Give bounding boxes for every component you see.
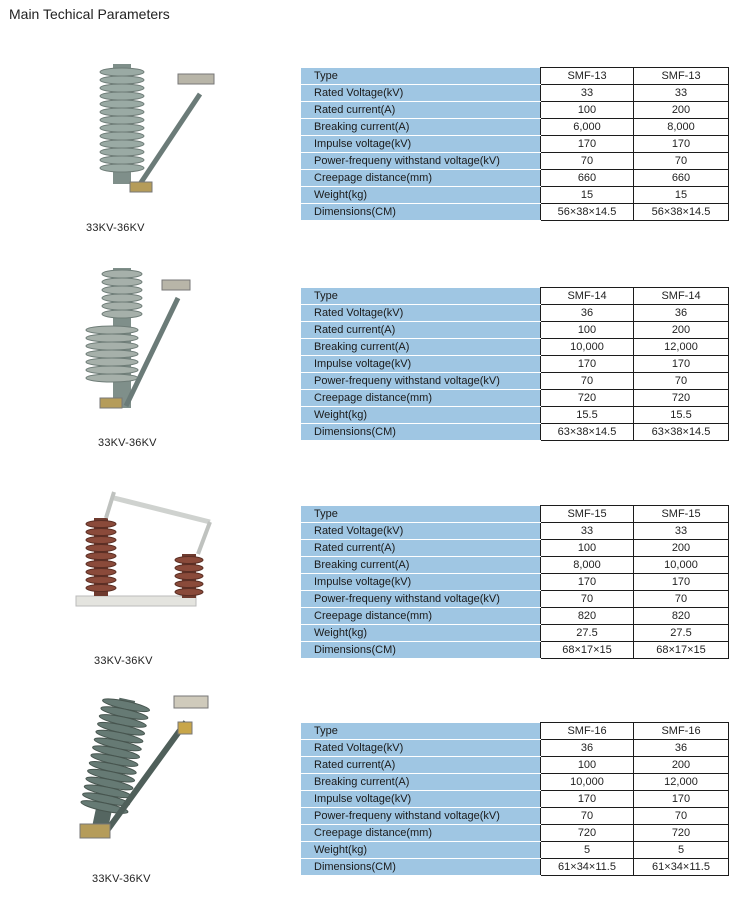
table-row — [301, 119, 729, 136]
table-cell: 70 — [634, 808, 729, 825]
table-cell: 36 — [634, 305, 729, 322]
mounting-base — [76, 596, 196, 606]
row-label-weight: Weight(kg) — [301, 842, 541, 859]
table-row — [301, 390, 729, 407]
table-cell: 6,000 — [541, 119, 634, 136]
spec-table-3 — [301, 505, 729, 659]
row-label-rated-voltage: Rated Voltage(kV) — [301, 740, 541, 757]
fuse-tube — [140, 94, 200, 184]
row-label-rated-current: Rated current(A) — [301, 102, 541, 119]
row-label-type: Type — [301, 288, 541, 305]
top-contact — [178, 74, 214, 84]
table-cell: 33 — [541, 523, 634, 540]
product-caption-4: 33KV-36KV — [92, 873, 151, 885]
table-row — [301, 574, 729, 591]
row-label-dimensions: Dimensions(CM) — [301, 642, 541, 659]
bottom-contact — [130, 182, 152, 192]
product-caption-1: 33KV-36KV — [86, 222, 145, 234]
table-cell: 820 — [541, 608, 634, 625]
table-cell: 15 — [541, 187, 634, 204]
row-label-rated-current: Rated current(A) — [301, 540, 541, 557]
table-cell: 27.5 — [634, 625, 729, 642]
table-row — [301, 642, 729, 659]
row-label-creepage: Creepage distance(mm) — [301, 608, 541, 625]
table-row — [301, 373, 729, 390]
table-row — [301, 723, 729, 740]
row-label-power-frequency: Power-frequeny withstand voltage(kV) — [301, 591, 541, 608]
table-row — [301, 322, 729, 339]
row-label-power-frequency: Power-frequeny withstand voltage(kV) — [301, 153, 541, 170]
table-cell: 200 — [634, 540, 729, 557]
row-label-creepage: Creepage distance(mm) — [301, 825, 541, 842]
table-row — [301, 102, 729, 119]
product-caption-2: 33KV-36KV — [98, 437, 157, 449]
top-contact — [162, 280, 190, 290]
product-caption-3: 33KV-36KV — [94, 655, 153, 667]
table-cell: 200 — [634, 322, 729, 339]
row-label-type: Type — [301, 68, 541, 85]
fuse-cutout-photo-1 — [70, 44, 240, 214]
table-cell: 70 — [634, 373, 729, 390]
brown-insulator-right — [175, 554, 203, 598]
table-cell: 56×38×14.5 — [634, 204, 729, 221]
table-row — [301, 842, 729, 859]
row-label-creepage: Creepage distance(mm) — [301, 170, 541, 187]
spec-table-2 — [301, 287, 729, 441]
table-cell: 5 — [634, 842, 729, 859]
table-cell: 720 — [634, 390, 729, 407]
table-cell: 10,000 — [541, 339, 634, 356]
table-cell: 70 — [541, 373, 634, 390]
table-cell: 200 — [634, 757, 729, 774]
table-cell: SMF-13 — [634, 68, 729, 85]
table-cell: 10,000 — [541, 774, 634, 791]
table-row — [301, 356, 729, 373]
table-cell: 200 — [634, 102, 729, 119]
table-cell: 70 — [634, 591, 729, 608]
bottom-contact — [100, 398, 122, 408]
page-title: Main Techical Parameters — [9, 6, 170, 22]
table-cell: 170 — [634, 356, 729, 373]
table-cell: SMF-15 — [634, 506, 729, 523]
table-row — [301, 506, 729, 523]
table-cell: 100 — [541, 322, 634, 339]
table-cell: 70 — [541, 808, 634, 825]
table-cell: 36 — [634, 740, 729, 757]
table-cell: 10,000 — [634, 557, 729, 574]
table-cell: 61×34×11.5 — [541, 859, 634, 876]
table-cell: SMF-16 — [634, 723, 729, 740]
table-cell: 33 — [634, 85, 729, 102]
table-cell: 720 — [634, 825, 729, 842]
row-label-impulse-voltage: Impulse voltage(kV) — [301, 791, 541, 808]
table-row — [301, 625, 729, 642]
table-row — [301, 407, 729, 424]
table-row — [301, 740, 729, 757]
table-cell: SMF-14 — [541, 288, 634, 305]
fuse-cutout-photo-3 — [70, 478, 240, 648]
table-cell: 68×17×15 — [541, 642, 634, 659]
table-row — [301, 339, 729, 356]
table-cell: 33 — [541, 85, 634, 102]
table-cell: 170 — [541, 791, 634, 808]
row-label-impulse-voltage: Impulse voltage(kV) — [301, 136, 541, 153]
table-cell: 170 — [541, 136, 634, 153]
row-label-weight: Weight(kg) — [301, 187, 541, 204]
row-label-impulse-voltage: Impulse voltage(kV) — [301, 574, 541, 591]
table-cell: 12,000 — [634, 774, 729, 791]
table-cell: SMF-16 — [541, 723, 634, 740]
contact-arm — [106, 492, 114, 518]
row-label-breaking-current: Breaking current(A) — [301, 774, 541, 791]
table-cell: 8,000 — [541, 557, 634, 574]
table-cell: SMF-13 — [541, 68, 634, 85]
spec-table-1 — [301, 67, 729, 221]
contact-arm — [198, 522, 210, 554]
table-cell: 12,000 — [634, 339, 729, 356]
table-cell: 15.5 — [541, 407, 634, 424]
table-row — [301, 305, 729, 322]
fuse-link-bar — [114, 498, 210, 522]
table-cell: 36 — [541, 305, 634, 322]
table-cell: 820 — [634, 608, 729, 625]
table-cell: 720 — [541, 390, 634, 407]
table-row — [301, 757, 729, 774]
table-row — [301, 608, 729, 625]
table-cell: 100 — [541, 540, 634, 557]
table-row — [301, 424, 729, 441]
table-cell: 170 — [634, 574, 729, 591]
table-cell: 170 — [634, 136, 729, 153]
row-label-weight: Weight(kg) — [301, 625, 541, 642]
table-cell: 15 — [634, 187, 729, 204]
table-cell: 63×38×14.5 — [541, 424, 634, 441]
row-label-type: Type — [301, 723, 541, 740]
row-label-breaking-current: Breaking current(A) — [301, 119, 541, 136]
table-cell: 68×17×15 — [634, 642, 729, 659]
row-label-rated-voltage: Rated Voltage(kV) — [301, 85, 541, 102]
table-cell: SMF-14 — [634, 288, 729, 305]
table-cell: 63×38×14.5 — [634, 424, 729, 441]
grey-insulator-stack — [100, 64, 144, 184]
table-row — [301, 808, 729, 825]
table-cell: 720 — [541, 825, 634, 842]
table-row — [301, 85, 729, 102]
table-cell: 5 — [541, 842, 634, 859]
grey-insulator-stack — [80, 696, 150, 828]
table-row — [301, 136, 729, 153]
table-cell: 70 — [541, 153, 634, 170]
row-label-rated-current: Rated current(A) — [301, 322, 541, 339]
table-row — [301, 170, 729, 187]
table-cell: 70 — [634, 153, 729, 170]
row-label-dimensions: Dimensions(CM) — [301, 859, 541, 876]
row-label-dimensions: Dimensions(CM) — [301, 424, 541, 441]
table-cell: 15.5 — [634, 407, 729, 424]
table-cell: SMF-15 — [541, 506, 634, 523]
table-row — [301, 523, 729, 540]
row-label-weight: Weight(kg) — [301, 407, 541, 424]
table-row — [301, 68, 729, 85]
row-label-type: Type — [301, 506, 541, 523]
tube-cap — [178, 722, 192, 734]
brown-insulator-left — [86, 518, 116, 596]
row-label-dimensions: Dimensions(CM) — [301, 204, 541, 221]
fuse-cutout-photo-2 — [66, 258, 236, 428]
table-cell: 70 — [541, 591, 634, 608]
table-cell: 170 — [634, 791, 729, 808]
table-row — [301, 791, 729, 808]
table-row — [301, 774, 729, 791]
table-cell: 61×34×11.5 — [634, 859, 729, 876]
row-label-breaking-current: Breaking current(A) — [301, 339, 541, 356]
table-cell: 56×38×14.5 — [541, 204, 634, 221]
row-label-rated-current: Rated current(A) — [301, 757, 541, 774]
table-row — [301, 859, 729, 876]
table-cell: 100 — [541, 757, 634, 774]
top-contact — [174, 696, 208, 708]
table-cell: 33 — [634, 523, 729, 540]
row-label-rated-voltage: Rated Voltage(kV) — [301, 305, 541, 322]
fuse-cutout-photo-4 — [66, 682, 236, 852]
spec-table-4 — [301, 722, 729, 876]
table-row — [301, 204, 729, 221]
table-cell: 27.5 — [541, 625, 634, 642]
table-row — [301, 557, 729, 574]
table-row — [301, 825, 729, 842]
row-label-creepage: Creepage distance(mm) — [301, 390, 541, 407]
bottom-contact — [80, 824, 110, 838]
table-row — [301, 153, 729, 170]
table-cell: 170 — [541, 356, 634, 373]
row-label-rated-voltage: Rated Voltage(kV) — [301, 523, 541, 540]
row-label-impulse-voltage: Impulse voltage(kV) — [301, 356, 541, 373]
table-cell: 8,000 — [634, 119, 729, 136]
row-label-power-frequency: Power-frequeny withstand voltage(kV) — [301, 373, 541, 390]
table-row — [301, 288, 729, 305]
table-cell: 660 — [634, 170, 729, 187]
row-label-breaking-current: Breaking current(A) — [301, 557, 541, 574]
table-cell: 170 — [541, 574, 634, 591]
table-cell: 660 — [541, 170, 634, 187]
table-row — [301, 187, 729, 204]
table-cell: 100 — [541, 102, 634, 119]
table-row — [301, 540, 729, 557]
table-row — [301, 591, 729, 608]
table-cell: 36 — [541, 740, 634, 757]
row-label-power-frequency: Power-frequeny withstand voltage(kV) — [301, 808, 541, 825]
